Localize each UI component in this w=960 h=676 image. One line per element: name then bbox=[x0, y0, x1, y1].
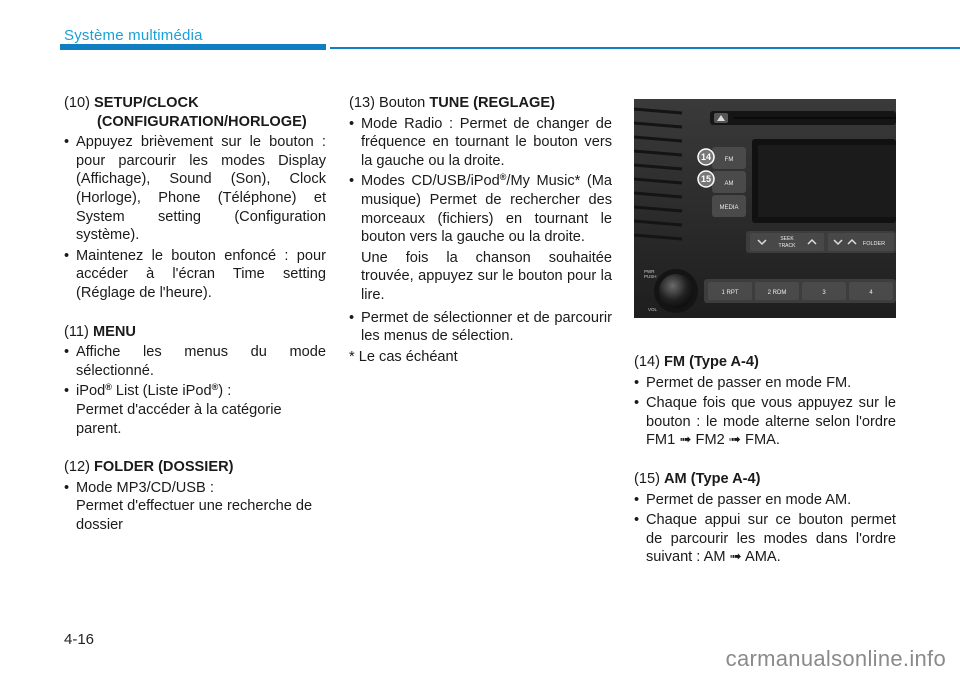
header-rule-thick bbox=[60, 44, 326, 50]
callout-14-label: 14 bbox=[700, 152, 712, 162]
heading-15: (15) AM (Type A-4) bbox=[634, 470, 761, 487]
preset-4-label: 4 bbox=[869, 290, 873, 296]
heading-12: (12) FOLDER (DOSSIER) bbox=[64, 459, 234, 476]
list-10 bbox=[64, 133, 326, 302]
pwr-label: PWR bbox=[644, 269, 655, 274]
list-item: • Chaque fois que vous appuyez sur le bouton : le mode alterne selon l'ordre FM1 ➟ FM2 ➟ FMA. bbox=[634, 394, 896, 450]
vol-label: VOL bbox=[648, 307, 658, 312]
list-12 bbox=[64, 479, 326, 535]
heading-11: (11) MENU bbox=[64, 323, 136, 340]
heading-10-subtitle: (CONFIGURATION/HORLOGE) bbox=[97, 113, 307, 130]
list-item: • Appuyez brièvement sur le bouton : pour parcourir les modes Display (Affichage), Sound (Son), Clock (Horloge), Phone (Téléphone) et System setting (Configuration système). bbox=[64, 133, 326, 245]
list-item: • Permet de passer en mode AM. bbox=[634, 491, 896, 510]
preset-3-label: 3 bbox=[822, 290, 826, 296]
paragraph: Une fois la chanson souhaitée trouvée, appuyez sur le bouton pour la lire. bbox=[361, 249, 612, 303]
list-item: • Maintenez le bouton enfoncé : pour accéder à l'écran Time setting (Réglage de l'heure). bbox=[64, 247, 326, 303]
list-13b bbox=[349, 309, 612, 346]
list-11 bbox=[64, 343, 326, 438]
am-label: AM bbox=[724, 181, 734, 187]
heading-10: (10) SETUP/CLOCK bbox=[64, 95, 199, 111]
list-item: • Affiche les menus du mode sélectionné. bbox=[64, 343, 326, 380]
page-number: 4-16 bbox=[64, 631, 95, 648]
list-item: • Mode Radio : Permet de changer de fréquence en tournant le bouton vers la gauche ou la droite. bbox=[349, 115, 612, 171]
fm-label: FM bbox=[724, 157, 734, 163]
header-rule-thin bbox=[330, 47, 960, 49]
list-13 bbox=[349, 115, 612, 247]
heading-13: (13) Bouton TUNE (REGLAGE) bbox=[349, 95, 555, 111]
column-middle bbox=[349, 94, 612, 366]
footnote: * Le cas échéant bbox=[349, 348, 458, 365]
head-unit-illustration bbox=[634, 99, 896, 318]
preset-2-label: 2 RDM bbox=[767, 290, 787, 296]
seek-label: SEEK bbox=[780, 236, 794, 242]
track-label: TRACK bbox=[778, 243, 796, 249]
preset-1-label: 1 RPT bbox=[721, 290, 739, 296]
callout-15-label: 15 bbox=[700, 174, 712, 184]
column-right bbox=[634, 353, 896, 569]
list-item: • Permet de sélectionner et de parcourir les menus de sélection. bbox=[349, 309, 612, 346]
list-item: • Modes CD/USB/iPod®/My Music* (Ma musique) Permet de rechercher des morceaux (fichiers) en tournant le bouton vers la gauche ou la droite. bbox=[349, 172, 612, 246]
list-item: • Permet de passer en mode FM. bbox=[634, 374, 896, 393]
list-14 bbox=[634, 374, 896, 450]
list-15 bbox=[634, 491, 896, 567]
list-item: • Mode MP3/CD/USB : Permet d'effectuer une recherche de dossier bbox=[64, 479, 326, 535]
column-left bbox=[64, 94, 326, 536]
section-title: Système multimédia bbox=[64, 27, 203, 44]
head-unit-photo bbox=[634, 99, 896, 318]
list-item: • iPod® List (Liste iPod®) : Permet d'accéder à la catégorie parent. bbox=[64, 382, 326, 438]
heading-14: (14) FM (Type A-4) bbox=[634, 354, 759, 370]
volume-knob[interactable] bbox=[659, 274, 693, 308]
list-item: • Chaque appui sur ce bouton permet de parcourir les modes dans l'ordre suivant : AM ➟ AMA. bbox=[634, 511, 896, 567]
push-label: PUSH bbox=[644, 274, 657, 279]
media-label: MEDIA bbox=[719, 205, 739, 211]
watermark: carmanualsonline.info bbox=[725, 646, 946, 671]
folder-label: FOLDER bbox=[862, 241, 886, 247]
